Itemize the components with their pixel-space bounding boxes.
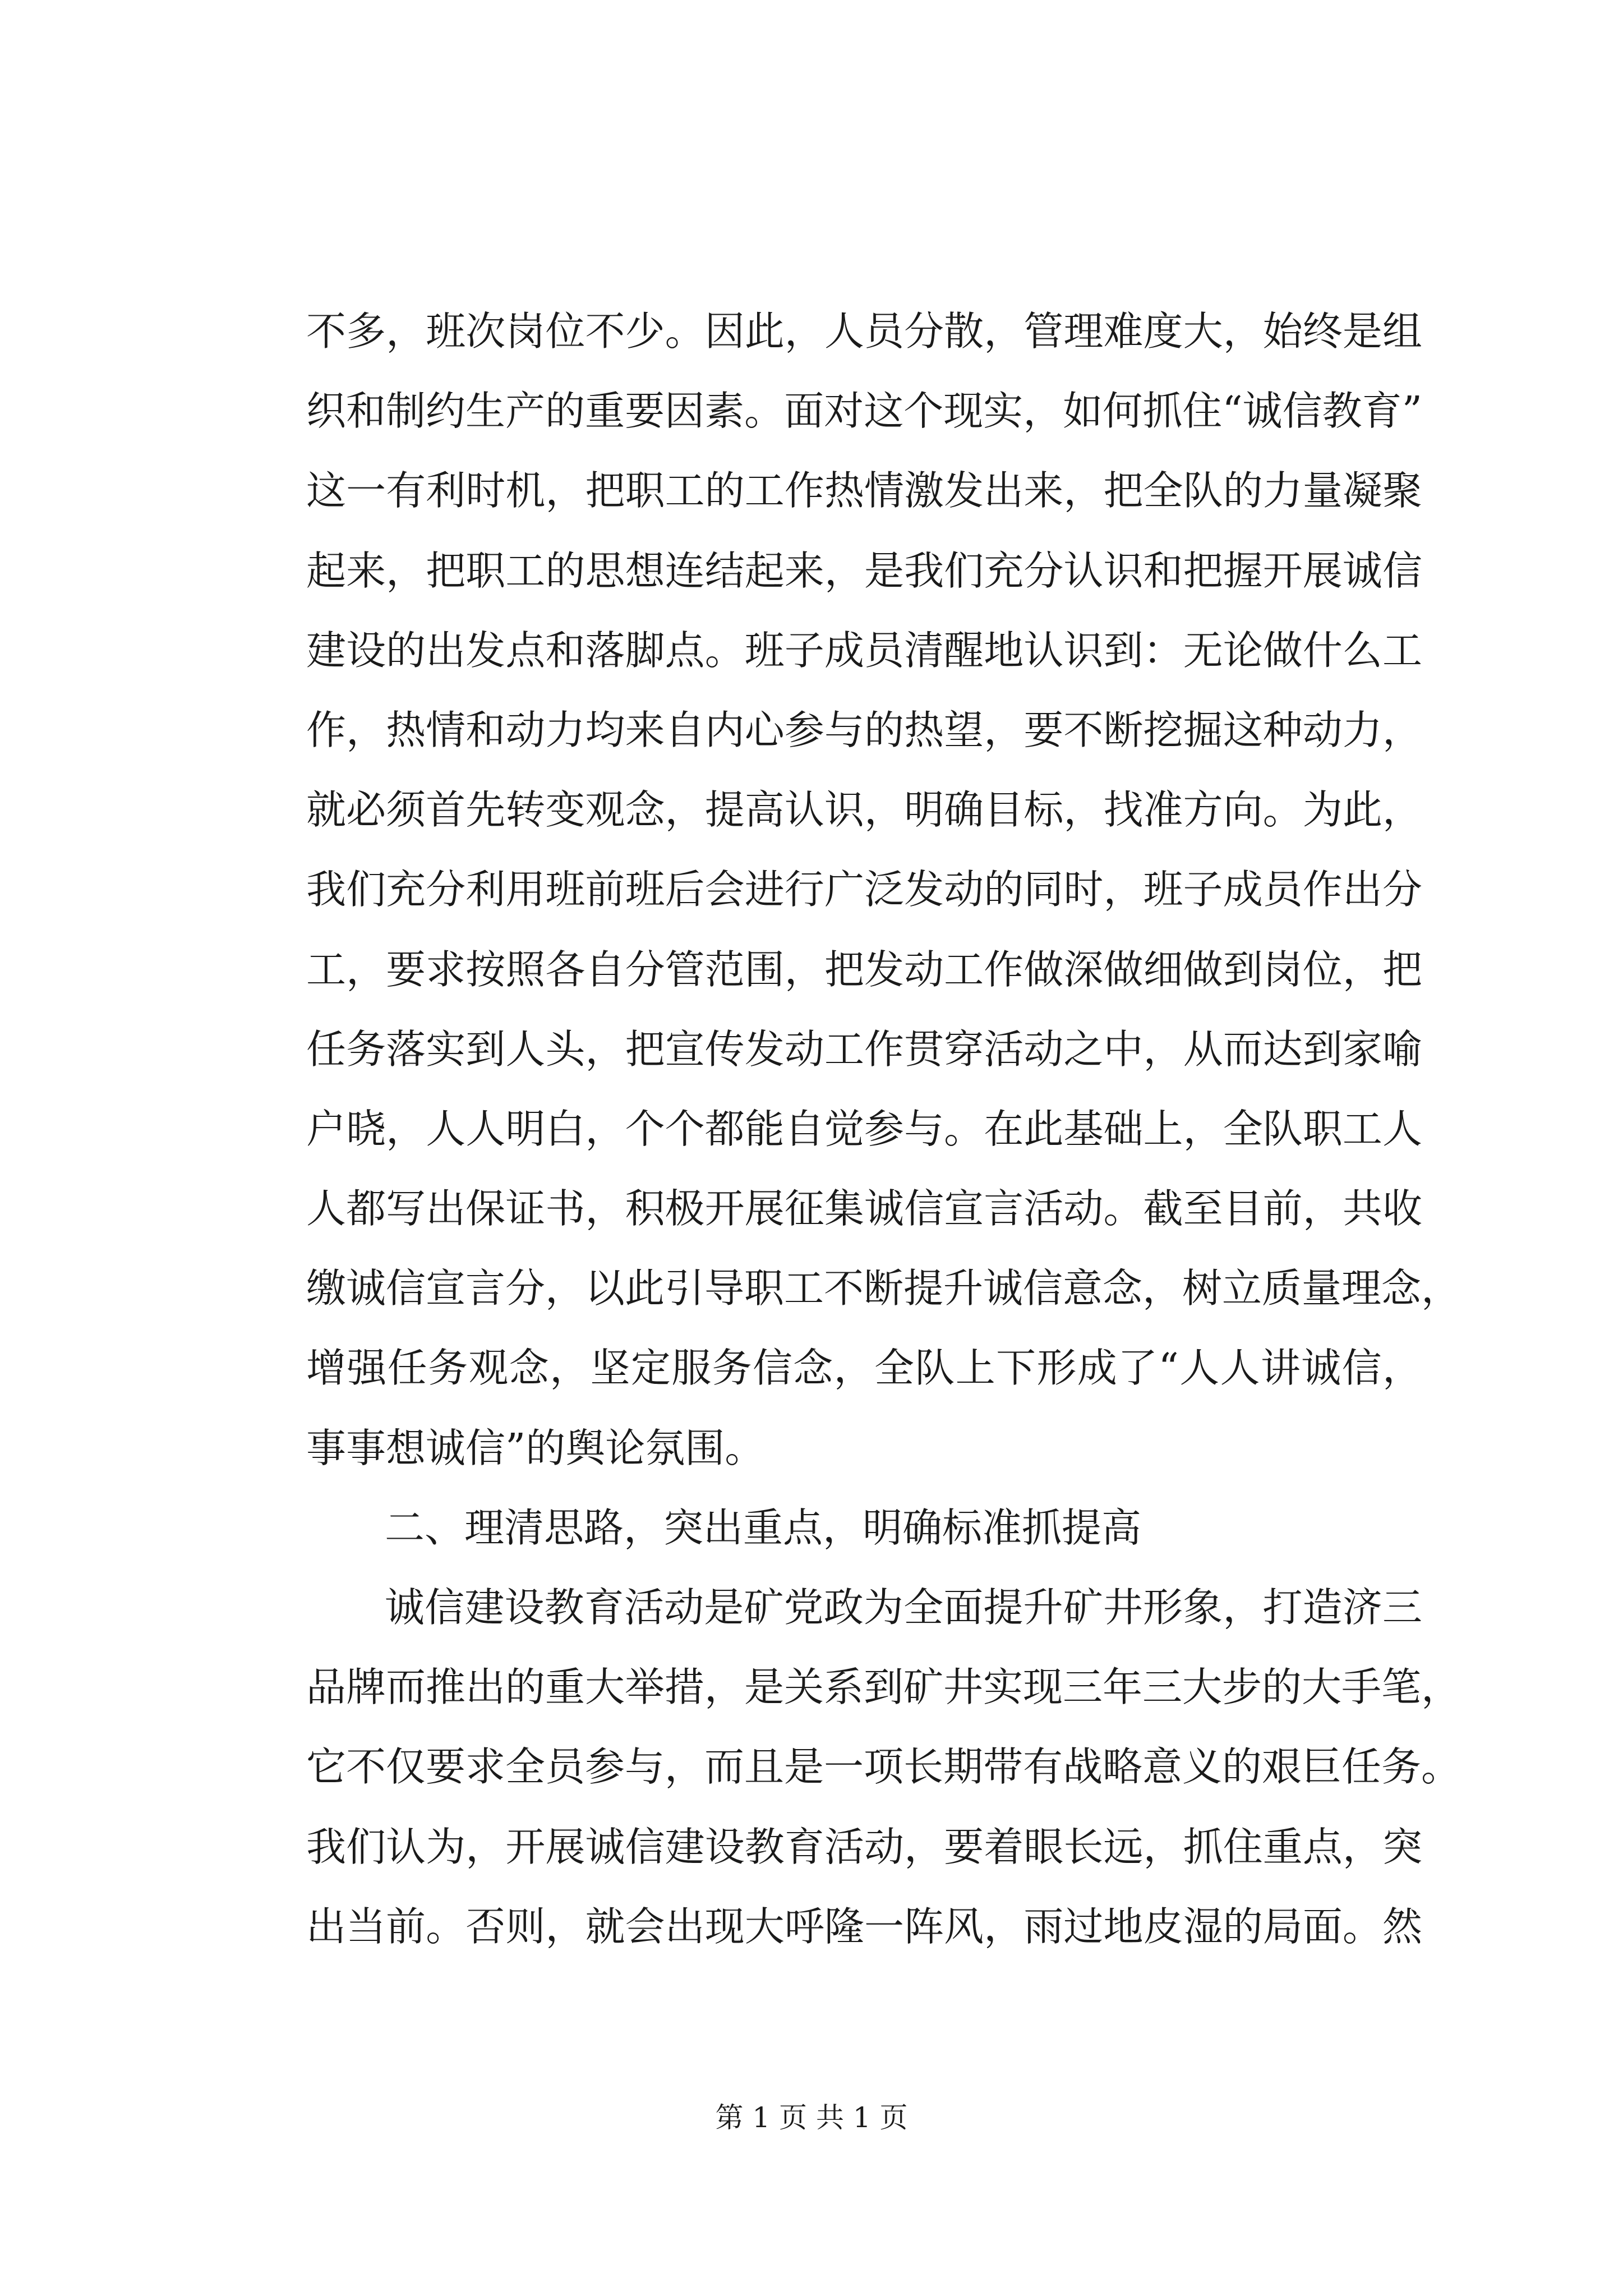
text-line: 就必须首先转变观念，提高认识，明确目标，找准方向。为此， bbox=[306, 786, 1422, 834]
page-footer: 第 1 页 共 1 页 bbox=[715, 2101, 908, 2134]
text-line: 工，要求按照各自分管范围，把发动工作做深做细做到岗位，把 bbox=[306, 946, 1422, 993]
document-body bbox=[306, 292, 1461, 1967]
text-line: 诚信建设教育活动是矿党政为全面提升矿井形象，打造济三 bbox=[385, 1584, 1422, 1631]
paragraph-1 bbox=[306, 292, 1461, 1488]
text-line: 作，热情和动力均来自内心参与的热望，要不断挖掘这种动力， bbox=[306, 706, 1422, 753]
text-line: 户晓，人人明白，个个都能自觉参与。在此基础上，全队职工人 bbox=[306, 1105, 1422, 1152]
text-line: 我们认为，开展诚信建设教育活动，要着眼长远，抓住重点，突 bbox=[306, 1823, 1422, 1870]
section-heading: 二、理清思路，突出重点，明确标准抓提高 bbox=[385, 1504, 1142, 1551]
text-line: 品牌而推出的重大举措，是关系到矿井实现三年三大步的大手笔， bbox=[306, 1664, 1461, 1711]
text-line: 任务落实到人头，把宣传发动工作贯穿活动之中，从而达到家喻 bbox=[306, 1025, 1422, 1073]
text-line: 人都写出保证书，积极开展征集诚信宣言活动。截至目前，共收 bbox=[306, 1185, 1422, 1232]
paragraph-2 bbox=[306, 1568, 1461, 1967]
text-line: 它不仅要求全员参与，而且是一项长期带有战略意义的艰巨任务。 bbox=[306, 1743, 1461, 1791]
text-line: 我们充分利用班前班后会进行广泛发动的同时，班子成员作出分 bbox=[306, 866, 1422, 913]
text-line: 起来，把职工的思想连结起来，是我们充分认识和把握开展诚信 bbox=[306, 547, 1422, 594]
text-line: 这一有利时机，把职工的工作热情激发出来，把全队的力量凝聚 bbox=[306, 467, 1422, 514]
text-line: 缴诚信宣言分，以此引导职工不断提升诚信意念，树立质量理念， bbox=[306, 1265, 1461, 1312]
text-line: 建设的出发点和落脚点。班子成员清醒地认识到：无论做什么工 bbox=[306, 627, 1422, 674]
text-line: 不多，班次岗位不少。因此，人员分散，管理难度大，始终是组 bbox=[306, 308, 1422, 355]
text-line: 出当前。否则，就会出现大呼隆一阵风，雨过地皮湿的局面。然 bbox=[306, 1903, 1422, 1950]
text-line: 事事想诚信”的舆论氛围。 bbox=[306, 1424, 765, 1471]
text-line: 织和制约生产的重要因素。面对这个现实，如何抓住“诚信教育” bbox=[306, 388, 1422, 435]
text-line: 增强任务观念，坚定服务信念，全队上下形成了“人人讲诚信， bbox=[306, 1345, 1422, 1392]
